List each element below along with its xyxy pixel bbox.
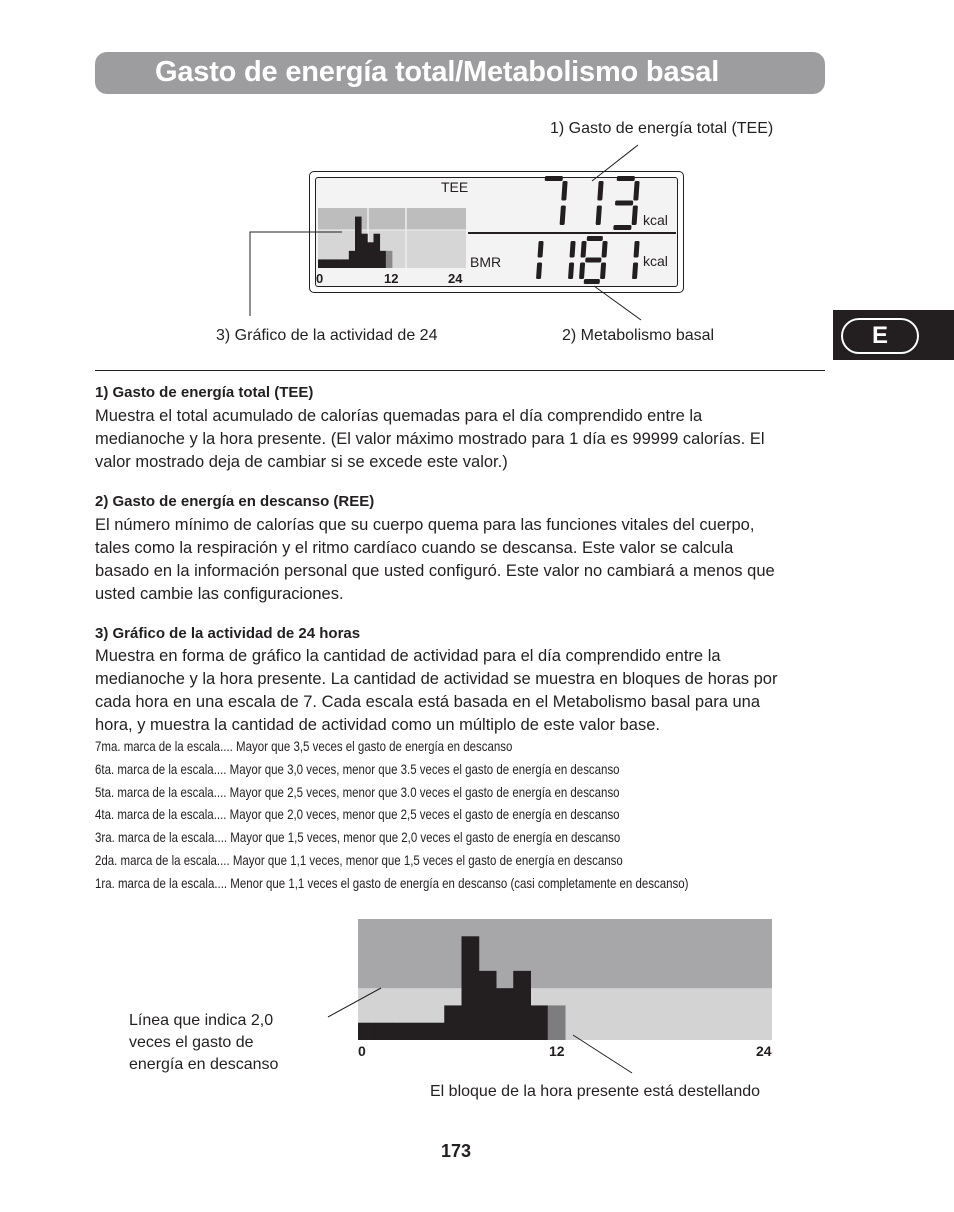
- text-line: hora, y muestra la cantidad de actividad como un múltiplo de este valor base.: [95, 716, 660, 734]
- current-hour-label: El bloque de la hora presente está destellando: [430, 1083, 761, 1100]
- callout-tee: 1) Gasto de energía total (TEE): [550, 120, 774, 137]
- graph-tick-0: 0: [358, 1043, 366, 1059]
- text-line: cada hora en una escala de 7. Cada escala está basada en el Metabolismo basal para una: [95, 693, 761, 711]
- lcd-unit-top: kcal: [643, 212, 668, 228]
- text-line: Muestra el total acumulado de calorías quemadas para el día comprendido entre la: [95, 407, 703, 425]
- page-title: Gasto de energía total/Metabolismo basal: [155, 56, 720, 88]
- lcd-tick-24: 24: [448, 271, 463, 286]
- lcd-tee-label: TEE: [441, 179, 469, 195]
- text-line: Muestra en forma de gráfico la cantidad de actividad para el día comprendido entre la: [95, 647, 721, 665]
- section-3-body: [95, 645, 830, 737]
- section-2-body: [95, 514, 830, 606]
- scale-mark-3: 3ra. marca de la escala.... Mayor que 1,5 veces, menor que 2,0 veces el gasto de energía en descanso: [95, 829, 621, 845]
- scale-mark-1: 1ra. marca de la escala.... Menor que 1,1 veces el gasto de energía en descanso (casi completamente en descanso): [95, 875, 689, 891]
- scale-mark-7: 7ma. marca de la escala.... Mayor que 3,5 veces el gasto de energía en descanso: [95, 738, 513, 754]
- text-line: Línea que indica 2,0: [129, 1012, 274, 1029]
- section-1-body: [95, 405, 830, 474]
- page-number: 173: [441, 1141, 472, 1161]
- text-line: veces el gasto de: [129, 1034, 254, 1051]
- lcd-tick-12: 12: [384, 271, 399, 286]
- lcd-tick-0: 0: [316, 271, 324, 286]
- text-line: basado en la información personal que usted configuró. Este valor no cambiará a menos que: [95, 562, 775, 580]
- graph-tick-24: 24: [756, 1043, 772, 1059]
- scale-mark-5: 5ta. marca de la escala.... Mayor que 2,5 veces, menor que 3.0 veces el gasto de energía en descanso: [95, 784, 620, 800]
- text-line: energía en descanso: [129, 1056, 279, 1073]
- section-1-heading: 1) Gasto de energía total (TEE): [95, 384, 314, 401]
- text-line: El número mínimo de calorías que su cuerpo quema para las funciones vitales del cuerpo,: [95, 516, 755, 534]
- callout-graph: 3) Gráfico de la actividad de 24: [216, 327, 438, 344]
- section-2-heading: 2) Gasto de energía en descanso (REE): [95, 493, 375, 510]
- graph-callout-lines: [0, 900, 954, 1100]
- lcd-bmr-label: BMR: [470, 254, 502, 270]
- callout-bmr: 2) Metabolismo basal: [562, 327, 715, 344]
- scale-mark-2: 2da. marca de la escala.... Mayor que 1,1 veces, menor que 1,5 veces el gasto de energía en descanso: [95, 852, 623, 868]
- lcd-unit-bottom: kcal: [643, 253, 668, 269]
- scale-mark-4: 4ta. marca de la escala.... Mayor que 2,0 veces, menor que 2,5 veces el gasto de energía en descanso: [95, 806, 620, 822]
- text-line: tales como la respiración y el ritmo cardíaco cuando se descansa. Este valor se calcula: [95, 539, 734, 557]
- text-line: valor mostrado deja de cambiar si se excede este valor.): [95, 453, 508, 471]
- section-3-heading: 3) Gráfico de la actividad de 24 horas: [95, 625, 361, 642]
- section-divider: [95, 370, 825, 371]
- text-line: medianoche y la hora presente. (El valor máximo mostrado para 1 día es 99999 calorías. El: [95, 430, 765, 448]
- graph-tick-12: 12: [549, 1043, 565, 1059]
- text-line: usted cambie las configuraciones.: [95, 585, 344, 603]
- language-tab-letter: E: [841, 318, 919, 354]
- text-line: medianoche y la hora presente. La cantidad de actividad se muestra en bloques de horas por: [95, 670, 778, 688]
- callout-lines: [0, 0, 954, 400]
- scale-mark-6: 6ta. marca de la escala.... Mayor que 3,0 veces, menor que 3.5 veces el gasto de energía en descanso: [95, 761, 620, 777]
